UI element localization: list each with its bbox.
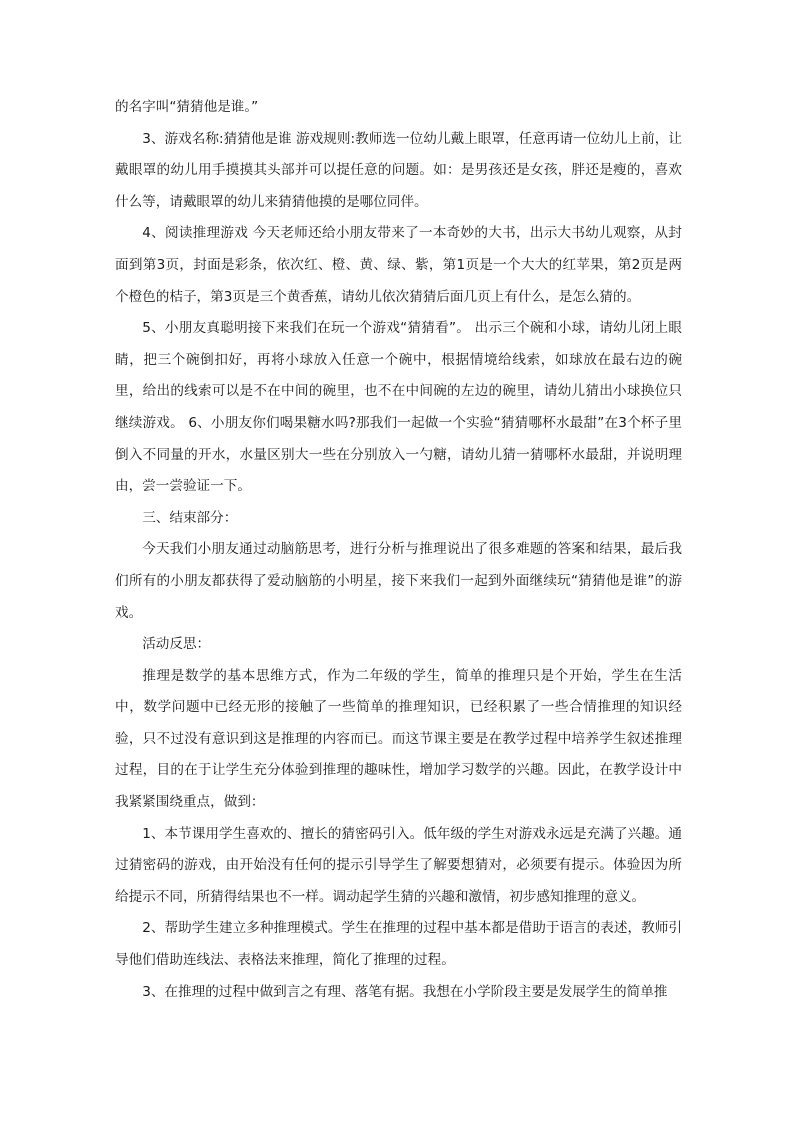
document-page	[115, 92, 682, 1008]
paragraph-game-3: 3、游戏名称:猜猜他是谁 游戏规则:教师选一位幼儿戴上眼罩，任意再请一位幼儿上前，让戴眼罩的幼儿用手摸摸其头部并可以提任意的问题。如：是男孩还是女孩，胖还是瘦的，喜欢什么等，请戴眼罩的幼儿来猜猜他摸的是哪位同伴。	[115, 130, 682, 210]
section-heading-reflection: 活动反思：	[142, 636, 211, 653]
paragraph-reflection-intro: 推理是数学的基本思维方式，作为二年级的学生，简单的推理只是个开始，学生在生活中，数学问题中已经无形的接触了一些简单的推理知识，已经积累了一些合情推理的知识经验，只不过没有意识到这是推理的内容而已。而这节课主要是在教学过程中培养学生叙述推理过程，目的在于让学生充分体验到推理的趣味性，增加学习数学的兴趣。因此，在教学设计中我紧紧围绕重点，做到：	[115, 667, 682, 811]
paragraph-reflection-2: 2、帮助学生建立多种推理模式。学生在推理的过程中基本都是借助于语言的表述，教师引导他们借助连线法、表格法来推理，简化了推理的过程。	[115, 920, 682, 969]
paragraph-ending: 今天我们小朋友通过动脑筋思考，进行分析与推理说出了很多难题的答案和结果，最后我们所有的小朋友都获得了爱动脑筋的小明星，接下来我们一起到外面继续玩“猜猜他是谁”的游戏。	[115, 541, 682, 621]
paragraph-reflection-1: 1、本节课用学生喜欢的、擅长的猜密码引入。低年级的学生对游戏永远是充满了兴趣。通过猜密码的游戏，由开始没有任何的提示引导学生了解要想猜对，必须要有提示。体验因为所给提示不同，所猜得结果也不一样。调动起学生猜的兴趣和激情，初步感知推理的意义。	[115, 825, 682, 905]
paragraph-game-4: 4、阅读推理游戏 今天老师还给小朋友带来了一本奇妙的大书，出示大书幼儿观察，从封面到第3页，封面是彩条，依次红、橙、黄、绿、紫，第1页是一个大大的红苹果，第2页是两个橙色的桔子，第3页是三个黄香蕉，请幼儿依次猜猜后面几页上有什么，是怎么猜的。	[115, 225, 682, 305]
section-heading-ending: 三、结束部分：	[142, 509, 238, 526]
paragraph-1: 的名字叫“猜猜他是谁。”	[115, 99, 259, 115]
paragraph-reflection-3: 3、在推理的过程中做到言之有理、落笔有据。我想在小学阶段主要是发展学生的简单推	[142, 983, 668, 1000]
paragraph-game-5-6: 5、小朋友真聪明接下来我们在玩一个游戏“猜猜看”。 出示三个碗和小球，请幼儿闭上眼睛，把三个碗倒扣好，再将小球放入任意一个碗中，根据情境给线索，如球放在最右边的碗里，给出的线索可以是不在中间的碗里，也不在中间碗的左边的碗里，请幼儿猜出小球换位只继续游戏。 6、小朋友你们喝果糖水吗?那我们一起做一个实验“猜猜哪杯水最甜”在3个杯子里倒入不同量的开水，水量区别大一些在分别放入一勺糖，请幼儿猜一猜哪杯水最甜，并说明理由，尝一尝验证一下。	[115, 320, 682, 495]
